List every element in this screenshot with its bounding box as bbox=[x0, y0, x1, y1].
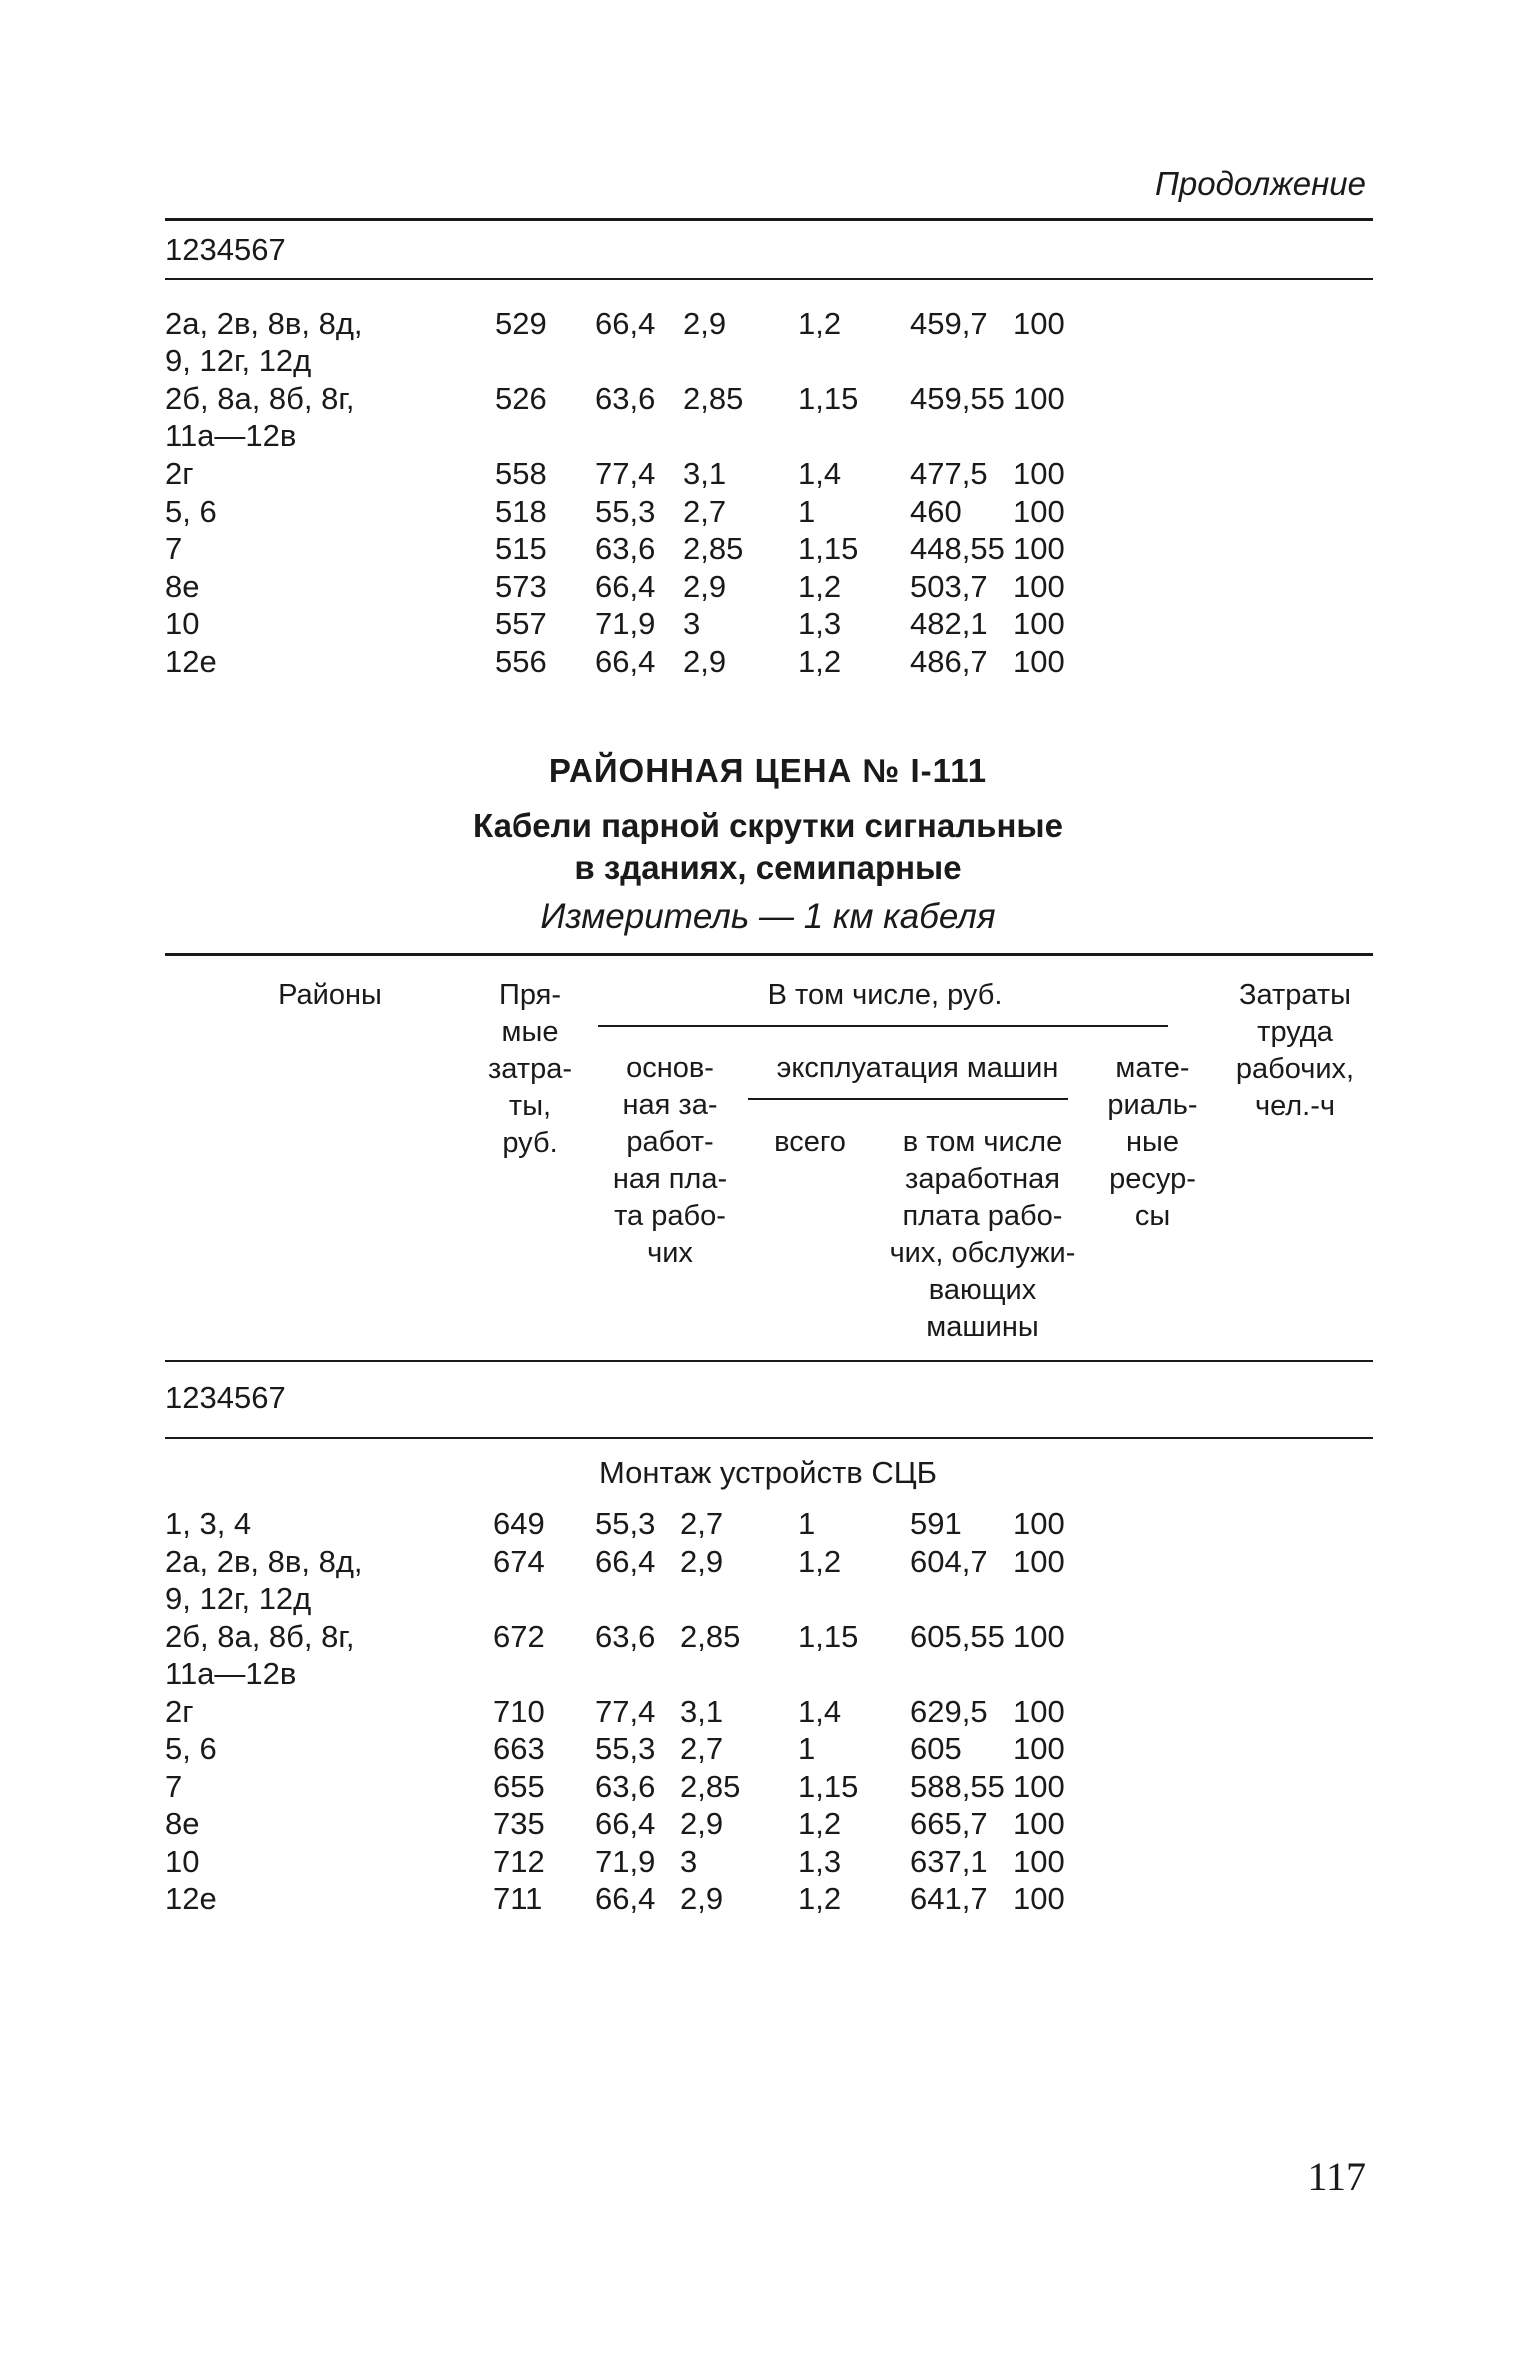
header-line: рабочих, bbox=[1235, 1053, 1355, 1085]
cell-direct: 556 bbox=[495, 643, 547, 679]
column-number-6: 6 bbox=[251, 1380, 269, 1415]
cell-wage: 63,6 bbox=[595, 531, 656, 566]
cell-direct: 674 bbox=[493, 1543, 545, 1579]
header-labor bbox=[1210, 977, 1380, 1125]
header-line: руб. bbox=[502, 1127, 558, 1159]
header-regions: Районы bbox=[278, 979, 382, 1011]
cell-labor: 100 bbox=[1013, 1693, 1065, 1729]
cell-machines-wage: 1 bbox=[798, 493, 816, 529]
region-cell bbox=[165, 1693, 405, 1730]
cell-machines-wage: 1,15 bbox=[798, 531, 859, 566]
cell-machines-total: 2,85 bbox=[680, 1768, 741, 1804]
cell-labor: 100 bbox=[1013, 1843, 1065, 1879]
cell-wage: 55,3 bbox=[595, 1731, 656, 1766]
header-line: плата рабо- bbox=[902, 1200, 1063, 1232]
region-line: 2а, 2в, 8в, 8д, bbox=[165, 1543, 363, 1579]
cell-labor: 100 bbox=[1013, 456, 1065, 491]
cell-materials: 482,1 bbox=[910, 606, 988, 641]
region-line: 9, 12г, 12д bbox=[165, 343, 312, 378]
cell-machines-wage: 1 bbox=[798, 1731, 816, 1766]
header-line: ная за- bbox=[622, 1089, 718, 1121]
region-line: 12е bbox=[165, 1881, 217, 1916]
header-line: Затраты bbox=[1238, 979, 1352, 1011]
cell-direct: 573 bbox=[495, 568, 547, 604]
region-cell bbox=[165, 493, 405, 530]
header-line: мые bbox=[501, 1016, 559, 1048]
header-line: заработная bbox=[905, 1163, 1060, 1195]
cell-machines-total: 2,85 bbox=[680, 1618, 741, 1654]
cell-direct: 655 bbox=[493, 1768, 545, 1804]
region-line: 8е bbox=[165, 568, 200, 604]
cell-materials: 605,55 bbox=[910, 1618, 1005, 1654]
header-line: вающих bbox=[928, 1274, 1037, 1306]
subtitle-line-2: в зданиях, семипарные bbox=[574, 849, 962, 886]
page-number: 117 bbox=[1307, 2154, 1366, 2199]
column-number-5: 5 bbox=[234, 1380, 252, 1415]
cell-direct: 649 bbox=[493, 1506, 545, 1541]
region-cell bbox=[165, 1505, 405, 1542]
region-cell bbox=[165, 1843, 405, 1880]
cell-labor: 100 bbox=[1013, 1731, 1065, 1766]
column-number-4: 4 bbox=[216, 1380, 234, 1415]
region-cell bbox=[165, 643, 405, 680]
column-number-3: 3 bbox=[199, 232, 217, 267]
header-divider-including bbox=[598, 1025, 1168, 1027]
cell-machines-total: 2,7 bbox=[680, 1731, 724, 1766]
table2-numbers-rule bbox=[165, 1437, 1373, 1439]
cell-materials: 459,7 bbox=[910, 306, 988, 341]
header-line: та рабо- bbox=[614, 1200, 726, 1232]
cell-direct: 663 bbox=[493, 1731, 545, 1766]
header-total: всего bbox=[774, 1126, 846, 1158]
region-cell bbox=[165, 568, 405, 605]
subtitle-line-1: Кабели парной скрутки сигнальные bbox=[473, 807, 1063, 844]
cell-machines-total: 2,9 bbox=[680, 1543, 724, 1579]
cell-machines-wage: 1,3 bbox=[798, 606, 842, 641]
cell-wage: 63,6 bbox=[595, 381, 656, 416]
header-machine-operation: эксплуатация машин bbox=[776, 1052, 1059, 1084]
cell-materials: 605 bbox=[910, 1731, 962, 1766]
region-line: 7 bbox=[165, 531, 183, 566]
header-including: В том числе, руб. bbox=[767, 979, 1003, 1011]
cell-machines-total: 2,7 bbox=[683, 493, 727, 529]
column-number-5: 5 bbox=[234, 232, 252, 267]
cell-machines-total: 3,1 bbox=[680, 1693, 724, 1729]
cell-wage: 55,3 bbox=[595, 493, 656, 529]
cell-machines-wage: 1,15 bbox=[798, 381, 859, 416]
cell-machines-wage: 1,2 bbox=[798, 568, 842, 604]
cell-wage: 77,4 bbox=[595, 456, 656, 491]
cell-labor: 100 bbox=[1013, 493, 1065, 529]
cell-labor: 100 bbox=[1013, 1543, 1065, 1579]
cell-direct: 557 bbox=[495, 606, 547, 641]
cell-direct: 712 bbox=[493, 1843, 545, 1879]
cell-labor: 100 bbox=[1013, 568, 1065, 604]
column-number-7: 7 bbox=[268, 232, 286, 267]
region-line: 9, 12г, 12д bbox=[165, 1580, 312, 1616]
cell-wage: 66,4 bbox=[595, 643, 656, 679]
cell-wage: 77,4 bbox=[595, 1693, 656, 1729]
measure-unit: Измеритель — 1 км кабеля bbox=[540, 897, 996, 936]
cell-machines-total: 2,7 bbox=[680, 1506, 724, 1541]
header-line: машины bbox=[926, 1311, 1039, 1343]
cell-direct: 711 bbox=[493, 1881, 543, 1916]
table1-top-rule bbox=[165, 218, 1373, 221]
cell-wage: 55,3 bbox=[595, 1506, 656, 1541]
cell-labor: 100 bbox=[1013, 1768, 1065, 1804]
header-line: ресур- bbox=[1109, 1163, 1196, 1195]
region-line: 8е bbox=[165, 1806, 200, 1841]
cell-machines-wage: 1,2 bbox=[798, 1806, 842, 1841]
cell-machines-wage: 1,2 bbox=[798, 306, 842, 341]
cell-labor: 100 bbox=[1013, 643, 1065, 679]
cell-direct: 529 bbox=[495, 306, 547, 341]
region-line: 5, 6 bbox=[165, 493, 217, 529]
cell-machines-wage: 1,4 bbox=[798, 456, 842, 491]
region-line: 1, 3, 4 bbox=[165, 1506, 252, 1541]
header-line: работ- bbox=[626, 1126, 714, 1158]
header-line: чих bbox=[647, 1237, 693, 1269]
header-line: затра- bbox=[488, 1053, 572, 1085]
cell-materials: 503,7 bbox=[910, 568, 988, 604]
region-cell bbox=[165, 380, 405, 454]
cell-machines-total: 2,9 bbox=[683, 643, 727, 679]
cell-direct: 518 bbox=[495, 493, 547, 529]
header-line: Пря- bbox=[498, 979, 561, 1011]
cell-direct: 526 bbox=[495, 381, 547, 416]
region-cell bbox=[165, 1730, 405, 1767]
header-line: ные bbox=[1126, 1126, 1179, 1158]
region-cell bbox=[165, 1768, 405, 1805]
cell-machines-wage: 1 bbox=[798, 1506, 816, 1541]
region-line: 5, 6 bbox=[165, 1731, 217, 1766]
column-number-1: 1 bbox=[165, 232, 183, 267]
header-line: ты, bbox=[508, 1090, 552, 1122]
column-number-2: 2 bbox=[182, 1380, 200, 1415]
cell-machines-total: 3,1 bbox=[683, 456, 727, 491]
cell-machines-total: 3 bbox=[680, 1843, 698, 1879]
cell-machines-total: 2,9 bbox=[680, 1881, 724, 1916]
region-line: 2а, 2в, 8в, 8д, bbox=[165, 306, 363, 341]
cell-direct: 672 bbox=[493, 1618, 545, 1654]
cell-materials: 591 bbox=[910, 1506, 962, 1541]
cell-wage: 71,9 bbox=[595, 1843, 656, 1879]
cell-materials: 460 bbox=[910, 493, 962, 529]
column-number-3: 3 bbox=[199, 1380, 217, 1415]
region-line: 10 bbox=[165, 1843, 200, 1879]
cell-materials: 588,55 bbox=[910, 1768, 1005, 1804]
region-line: 2г bbox=[165, 1693, 194, 1729]
region-cell bbox=[165, 1543, 405, 1617]
region-line: 11а—12в bbox=[165, 1655, 297, 1691]
header-line: риаль- bbox=[1107, 1089, 1198, 1121]
cell-machines-wage: 1,3 bbox=[798, 1843, 842, 1879]
continuation-label: Продолжение bbox=[1154, 165, 1366, 202]
cell-direct: 710 bbox=[493, 1693, 545, 1729]
cell-materials: 486,7 bbox=[910, 643, 988, 679]
table2-top-rule bbox=[165, 953, 1373, 956]
cell-wage: 66,4 bbox=[595, 306, 656, 341]
header-direct-costs bbox=[475, 977, 585, 1162]
cell-wage: 66,4 bbox=[595, 568, 656, 604]
column-number-4: 4 bbox=[216, 232, 234, 267]
header-line: мате- bbox=[1115, 1052, 1190, 1084]
cell-wage: 71,9 bbox=[595, 606, 656, 641]
region-cell bbox=[165, 455, 405, 492]
cell-labor: 100 bbox=[1013, 531, 1065, 566]
cell-machines-wage: 1,15 bbox=[798, 1618, 859, 1654]
header-line: труда bbox=[1257, 1016, 1333, 1048]
region-cell bbox=[165, 605, 405, 642]
header-materials bbox=[1095, 1050, 1210, 1235]
column-number-2: 2 bbox=[182, 232, 200, 267]
cell-direct: 558 bbox=[495, 456, 547, 491]
cell-materials: 477,5 bbox=[910, 456, 988, 491]
cell-wage: 66,4 bbox=[595, 1543, 656, 1579]
region-line: 2б, 8а, 8б, 8г, bbox=[165, 1618, 355, 1654]
cell-labor: 100 bbox=[1013, 1618, 1065, 1654]
header-machine-wage bbox=[870, 1124, 1095, 1346]
cell-wage: 63,6 bbox=[595, 1768, 656, 1804]
header-line: чих, обслужи- bbox=[889, 1237, 1076, 1269]
cell-labor: 100 bbox=[1013, 1806, 1065, 1841]
cell-materials: 665,7 bbox=[910, 1806, 988, 1841]
region-line: 12е bbox=[165, 643, 217, 679]
cell-materials: 604,7 bbox=[910, 1543, 988, 1579]
cell-machines-total: 2,9 bbox=[683, 306, 727, 341]
region-cell bbox=[165, 530, 405, 567]
table1-column-numbers bbox=[165, 232, 1373, 272]
region-line: 2г bbox=[165, 456, 194, 491]
cell-materials: 629,5 bbox=[910, 1693, 988, 1729]
cell-machines-total: 2,9 bbox=[683, 568, 727, 604]
cell-wage: 66,4 bbox=[595, 1806, 656, 1841]
region-line: 2б, 8а, 8б, 8г, bbox=[165, 381, 355, 416]
cell-machines-total: 2,85 bbox=[683, 381, 744, 416]
cell-machines-total: 3 bbox=[683, 606, 701, 641]
section-heading: Монтаж устройств СЦБ bbox=[598, 1455, 938, 1490]
header-line: ная пла- bbox=[612, 1163, 728, 1195]
header-base-wage bbox=[595, 1050, 745, 1272]
header-divider-machines bbox=[748, 1098, 1068, 1100]
cell-machines-wage: 1,2 bbox=[798, 1881, 842, 1916]
cell-machines-wage: 1,2 bbox=[798, 1543, 842, 1579]
header-line: чел.-ч bbox=[1254, 1090, 1336, 1122]
cell-materials: 459,55 bbox=[910, 381, 1005, 416]
cell-machines-total: 2,85 bbox=[683, 531, 744, 566]
cell-machines-wage: 1,4 bbox=[798, 1693, 842, 1729]
header-line: основ- bbox=[626, 1052, 714, 1084]
cell-labor: 100 bbox=[1013, 1506, 1065, 1541]
cell-labor: 100 bbox=[1013, 306, 1065, 341]
cell-labor: 100 bbox=[1013, 381, 1065, 416]
region-cell bbox=[165, 1805, 405, 1842]
cell-materials: 641,7 bbox=[910, 1881, 988, 1916]
column-number-1: 1 bbox=[165, 1380, 183, 1415]
cell-direct: 735 bbox=[493, 1806, 545, 1841]
cell-machines-wage: 1,15 bbox=[798, 1768, 859, 1804]
price-subtitle bbox=[0, 805, 1536, 889]
column-number-7: 7 bbox=[268, 1380, 286, 1415]
cell-machines-total: 2,9 bbox=[680, 1806, 724, 1841]
cell-labor: 100 bbox=[1013, 606, 1065, 641]
cell-labor: 100 bbox=[1013, 1881, 1065, 1916]
cell-wage: 63,6 bbox=[595, 1618, 656, 1654]
header-line: в том числе bbox=[902, 1126, 1063, 1158]
cell-wage: 66,4 bbox=[595, 1881, 656, 1916]
header-line: сы bbox=[1134, 1200, 1171, 1232]
region-cell bbox=[165, 1880, 405, 1917]
region-line: 11а—12в bbox=[165, 418, 297, 453]
region-cell bbox=[165, 1618, 405, 1692]
cell-direct: 515 bbox=[495, 531, 547, 566]
cell-materials: 637,1 bbox=[910, 1843, 988, 1879]
table2-header-rule bbox=[165, 1360, 1373, 1362]
region-line: 7 bbox=[165, 1768, 183, 1804]
region-cell bbox=[165, 305, 405, 379]
table2-column-numbers bbox=[165, 1380, 1373, 1420]
cell-machines-wage: 1,2 bbox=[798, 643, 842, 679]
column-number-6: 6 bbox=[251, 232, 269, 267]
region-line: 10 bbox=[165, 606, 200, 641]
table1-header-rule bbox=[165, 278, 1373, 280]
price-heading: РАЙОННАЯ ЦЕНА № I-111 bbox=[548, 752, 988, 789]
cell-materials: 448,55 bbox=[910, 531, 1005, 566]
